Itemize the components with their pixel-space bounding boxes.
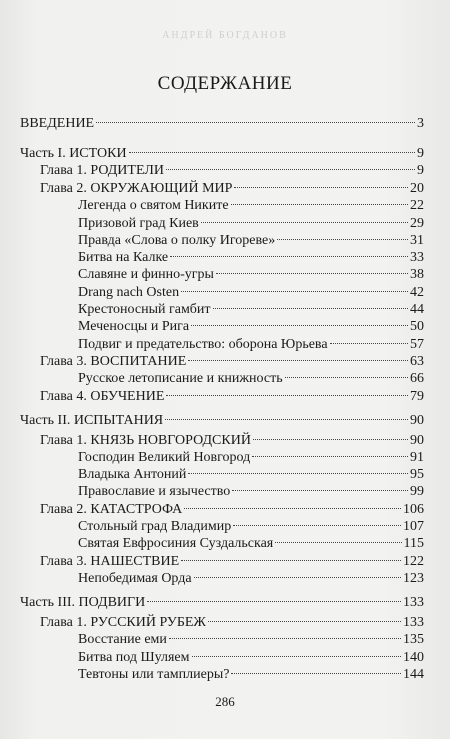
page-number: 286 — [215, 694, 235, 709]
toc-entry — [78, 215, 424, 233]
toc-entry — [78, 197, 424, 215]
toc-entry-page: 44 — [410, 302, 424, 317]
toc-entry — [78, 483, 424, 501]
toc-entry — [78, 232, 424, 250]
toc-entry-label: Drang nach Osten — [78, 285, 180, 300]
toc-entry-page: 135 — [403, 632, 424, 647]
dot-leader — [191, 325, 408, 326]
toc-entry-page: 106 — [403, 502, 424, 517]
toc-entry — [40, 432, 424, 450]
toc-entry-page: 79 — [410, 389, 424, 404]
toc-entry-label: Стольный град Владимир — [78, 519, 232, 534]
toc-entry-label: Глава 2. КАТАСТРОФА — [40, 502, 183, 517]
toc-entry-page: 66 — [410, 371, 424, 386]
toc-entry-label: Владыка Антоний — [78, 467, 187, 482]
dot-leader — [165, 419, 408, 420]
dot-leader — [216, 273, 408, 274]
toc-entry-label: Глава 4. ОБУЧЕНИЕ — [40, 389, 165, 404]
toc-entry-label: Битва под Шуляем — [78, 650, 190, 665]
running-header: АНДРЕЙ БОГДАНОВ — [162, 30, 288, 41]
toc-entry-page: 31 — [410, 233, 424, 248]
toc-entry-page: 42 — [410, 285, 424, 300]
toc-entry — [20, 594, 424, 612]
toc-entry-page: 29 — [410, 216, 424, 231]
dot-leader — [147, 601, 401, 602]
dot-leader — [166, 395, 408, 396]
toc-entry-label: Русское летописание и книжность — [78, 371, 283, 386]
toc-entry-page: 140 — [403, 650, 424, 665]
dot-leader — [330, 343, 408, 344]
toc-entry-page: 3 — [417, 116, 424, 131]
toc-entry — [20, 115, 424, 133]
toc-entry-page: 99 — [410, 484, 424, 499]
toc-entry-page: 122 — [403, 554, 424, 569]
toc-entry-page: 90 — [410, 413, 424, 428]
toc-entry-label: Господин Великий Новгород — [78, 450, 251, 465]
dot-leader — [170, 256, 408, 257]
toc-entry-label: Непобедимая Орда — [78, 571, 192, 586]
toc-entry-label: Часть II. ИСПЫТАНИЯ — [20, 413, 164, 428]
toc-entry — [40, 180, 424, 198]
dot-leader — [184, 508, 401, 509]
toc-entry-page: 9 — [417, 163, 424, 178]
toc-entry — [78, 535, 424, 553]
toc-entry — [78, 301, 424, 319]
toc-entry-label: Призовой град Киев — [78, 216, 199, 231]
toc-entry-page: 123 — [403, 571, 424, 586]
dot-leader — [201, 222, 408, 223]
toc-entry — [78, 370, 424, 388]
dot-leader — [188, 360, 408, 361]
toc-entry — [40, 553, 424, 571]
toc-entry-page: 133 — [403, 615, 424, 630]
toc-entry-label: Глава 1. КНЯЗЬ НОВГОРОДСКИЙ — [40, 433, 251, 448]
toc-entry — [40, 614, 424, 632]
toc-entry-page: 33 — [410, 250, 424, 265]
toc-entry-label: Битва на Калке — [78, 250, 169, 265]
toc-entry-label: Крестоносный гамбит — [78, 302, 211, 317]
dot-leader — [231, 204, 408, 205]
toc-entry-page: 9 — [417, 146, 424, 161]
toc-entry-page: 50 — [410, 319, 424, 334]
dot-leader — [275, 542, 401, 543]
toc-entry — [78, 631, 424, 649]
toc-entry-label: Глава 3. НАШЕСТВИЕ — [40, 554, 180, 569]
toc-entry — [78, 336, 424, 354]
toc-entry-label: Православие и язычество — [78, 484, 231, 499]
toc-entry-label: Глава 2. ОКРУЖАЮЩИЙ МИР — [40, 181, 233, 196]
toc-entry — [40, 388, 424, 406]
toc-entry — [78, 249, 424, 267]
dot-leader — [252, 456, 408, 457]
dot-leader — [166, 169, 415, 170]
toc-entry — [20, 145, 424, 163]
toc-entry-label: Святая Евфросиния Суздальская — [78, 536, 274, 551]
toc-entry-label: Правда «Слова о полку Игореве» — [78, 233, 276, 248]
toc-entry-label: ВВЕДЕНИЕ — [20, 116, 95, 131]
toc-entry-page: 115 — [403, 536, 424, 551]
toc-entry-page: 63 — [410, 354, 424, 369]
dot-leader — [208, 621, 401, 622]
toc-entry-page: 22 — [410, 198, 424, 213]
toc-entry-page: 133 — [403, 595, 424, 610]
toc-entry — [78, 266, 424, 284]
toc-entry — [78, 570, 424, 588]
toc-entry-label: Тевтоны или тамплиеры? — [78, 667, 230, 682]
toc-entry — [78, 284, 424, 302]
toc-entry-page: 57 — [410, 337, 424, 352]
dot-leader — [188, 473, 408, 474]
toc-entry-page: 38 — [410, 267, 424, 282]
toc-entry-page: 91 — [410, 450, 424, 465]
dot-leader — [234, 187, 408, 188]
dot-leader — [232, 490, 408, 491]
toc-entry-label: Восстание еми — [78, 632, 167, 647]
toc-entry — [40, 162, 424, 180]
toc-entry — [78, 466, 424, 484]
toc-entry-page: 90 — [410, 433, 424, 448]
toc-entry-label: Славяне и финно-угры — [78, 267, 214, 282]
toc-entry-label: Легенда о святом Никите — [78, 198, 229, 213]
dot-leader — [285, 377, 408, 378]
toc-entry-page: 107 — [403, 519, 424, 534]
toc-entry-page: 20 — [410, 181, 424, 196]
toc-entry — [78, 666, 424, 684]
toc-entry-label: Меченосцы и Рига — [78, 319, 190, 334]
toc-entry-label: Часть I. ИСТОКИ — [20, 146, 127, 161]
dot-leader — [253, 439, 408, 440]
dot-leader — [233, 525, 401, 526]
dot-leader — [129, 152, 415, 153]
dot-leader — [277, 239, 408, 240]
dot-leader — [181, 560, 401, 561]
toc-entry — [78, 518, 424, 536]
toc-entry — [78, 449, 424, 467]
page-title: СОДЕРЖАНИЕ — [157, 73, 293, 94]
dot-leader — [231, 673, 401, 674]
toc-entry — [78, 318, 424, 336]
toc-entry — [20, 412, 424, 430]
toc-entry-label: Глава 1. РОДИТЕЛИ — [40, 163, 164, 178]
dot-leader — [169, 638, 401, 639]
dot-leader — [181, 291, 408, 292]
toc-entry-label: Глава 1. РУССКИЙ РУБЕЖ — [40, 615, 206, 630]
dot-leader — [194, 577, 401, 578]
toc-entry-label: Часть III. ПОДВИГИ — [20, 595, 146, 610]
toc-entry — [78, 649, 424, 667]
toc-entry-label: Глава 3. ВОСПИТАНИЕ — [40, 354, 187, 369]
toc-entry — [40, 501, 424, 519]
toc-entry-page: 144 — [403, 667, 424, 682]
toc-entry — [40, 353, 424, 371]
dot-leader — [96, 122, 415, 123]
dot-leader — [213, 308, 408, 309]
toc-entry-page: 95 — [410, 467, 424, 482]
toc-entry-label: Подвиг и предательство: оборона Юрьева — [78, 337, 328, 352]
dot-leader — [192, 656, 401, 657]
